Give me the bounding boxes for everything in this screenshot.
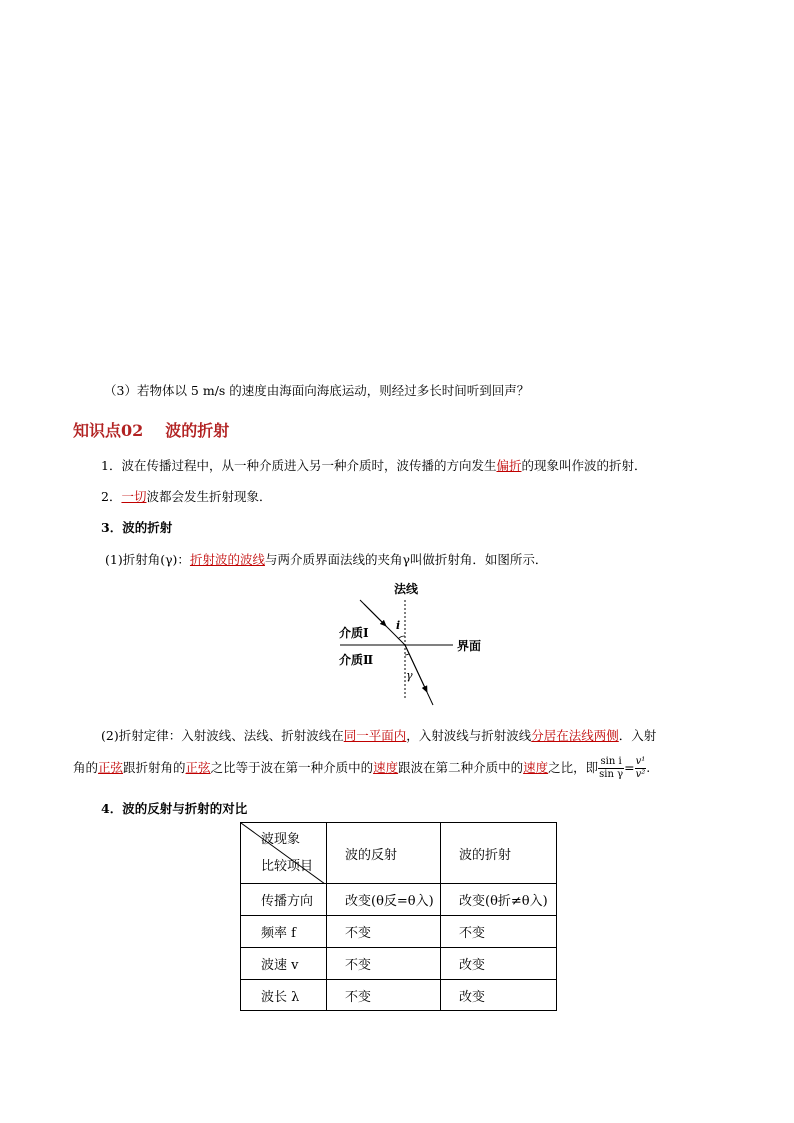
p4-answer: 折射波的波线 xyxy=(189,552,265,567)
p5-text-mid: ，入射波线与折射波线 xyxy=(406,728,532,743)
cell-refraction: 改变 xyxy=(441,980,557,1011)
p6-text-4: 之比，即 xyxy=(548,760,599,775)
question-3: （3）若物体以 5 m/s 的速度由海面向海底运动，则经过多长时间听到回声？ xyxy=(104,383,530,398)
cell-refraction: 不变 xyxy=(441,916,557,948)
medium-1-label: 介质Ⅰ xyxy=(339,626,369,640)
paragraph-2 xyxy=(101,487,271,505)
cell-refraction: 改变(θ折≠θ入) xyxy=(441,884,557,916)
corner-bottom-label: 比较项目 xyxy=(261,859,314,874)
angle-i-label: i xyxy=(396,619,401,632)
refraction-diagram xyxy=(330,578,500,708)
column-header-refraction: 波的折射 xyxy=(441,823,557,884)
p1-text: 1．波在传播过程中，从一种介质进入另一种介质时，波传播的方向发生 xyxy=(101,458,497,473)
row-label: 传播方向 xyxy=(241,884,327,916)
p6-answer-4: 速度 xyxy=(523,760,549,775)
p6-text: 角的 xyxy=(73,760,99,775)
section-heading xyxy=(73,418,229,441)
fraction-denominator: sin γ xyxy=(599,769,624,780)
cell-reflection: 不变 xyxy=(327,948,441,980)
angle-gamma-arc xyxy=(405,654,409,655)
cell-reflection: 不变 xyxy=(327,916,441,948)
paragraph-1 xyxy=(101,456,647,474)
corner-top-label: 波现象 xyxy=(261,832,301,847)
row-label: 频率 f xyxy=(241,916,327,948)
section-title: 波的折射 xyxy=(165,421,230,440)
p6-answer-2: 正弦 xyxy=(185,760,211,775)
p4-label: (1)折射角(γ)： xyxy=(105,552,190,567)
row-label: 波长 λ xyxy=(241,980,327,1011)
paragraph-refraction-law-line1 xyxy=(101,726,656,744)
table-row xyxy=(241,884,557,916)
corner-diagonal xyxy=(241,823,325,884)
p6-text-3: 跟波在第二种介质中的 xyxy=(398,760,524,775)
p6-answer-1: 正弦 xyxy=(98,760,124,775)
fraction-numerator: sin i xyxy=(598,756,624,769)
sine-ratio-fraction xyxy=(598,756,624,781)
p5-answer-2: 分居在法线两侧 xyxy=(531,728,619,743)
velocity-denominator: v² xyxy=(635,769,646,780)
angle-gamma-label: γ xyxy=(406,669,413,682)
subsection-4-title: 4．波的反射与折射的对比 xyxy=(101,801,248,816)
table-header-row xyxy=(241,823,557,884)
cell-refraction: 改变 xyxy=(441,948,557,980)
p1-answer: 偏折 xyxy=(496,458,522,473)
subsection-3-title: 3．波的折射 xyxy=(101,520,173,535)
p6-text-1: 跟折射角的 xyxy=(123,760,186,775)
p5-answer-1: 同一平面内 xyxy=(343,728,407,743)
velocity-ratio-fraction xyxy=(635,756,647,781)
paragraph-refraction-law-line2 xyxy=(73,756,650,781)
equals-sign: = xyxy=(624,760,635,775)
table-row xyxy=(241,916,557,948)
p1-text-end: 的现象叫作波的折射． xyxy=(521,458,647,473)
incident-arrow xyxy=(364,604,386,626)
medium-2-label: 介质Ⅱ xyxy=(339,653,374,667)
velocity-numerator: v¹ xyxy=(635,756,646,767)
p6-text-2: 之比等于波在第一种介质中的 xyxy=(210,760,374,775)
table-row xyxy=(241,948,557,980)
cell-reflection: 不变 xyxy=(327,980,441,1011)
p5-text-end: ．入射 xyxy=(618,728,657,743)
cell-reflection: 改变(θ反=θ入) xyxy=(327,884,441,916)
p6-answer-3: 速度 xyxy=(373,760,399,775)
p2-answer: 一切 xyxy=(121,489,147,504)
interface-label: 界面 xyxy=(457,639,482,653)
p4-text: 与两介质界面法线的夹角γ叫做折射角．如图所示． xyxy=(264,552,548,567)
p5-text: (2)折射定律：入射波线、法线、折射波线在 xyxy=(101,728,344,743)
section-number: 知识点02 xyxy=(73,421,144,440)
comparison-table xyxy=(240,822,557,1011)
column-header-reflection: 波的反射 xyxy=(327,823,441,884)
p2-text: 波都会发生折射现象． xyxy=(146,489,272,504)
normal-label: 法线 xyxy=(394,582,419,596)
row-label: 波速 v xyxy=(241,948,327,980)
p2-num: 2． xyxy=(101,489,122,504)
table-row xyxy=(241,980,557,1011)
period: . xyxy=(646,760,651,775)
paragraph-refraction-angle xyxy=(105,550,547,568)
corner-cell xyxy=(241,823,327,884)
